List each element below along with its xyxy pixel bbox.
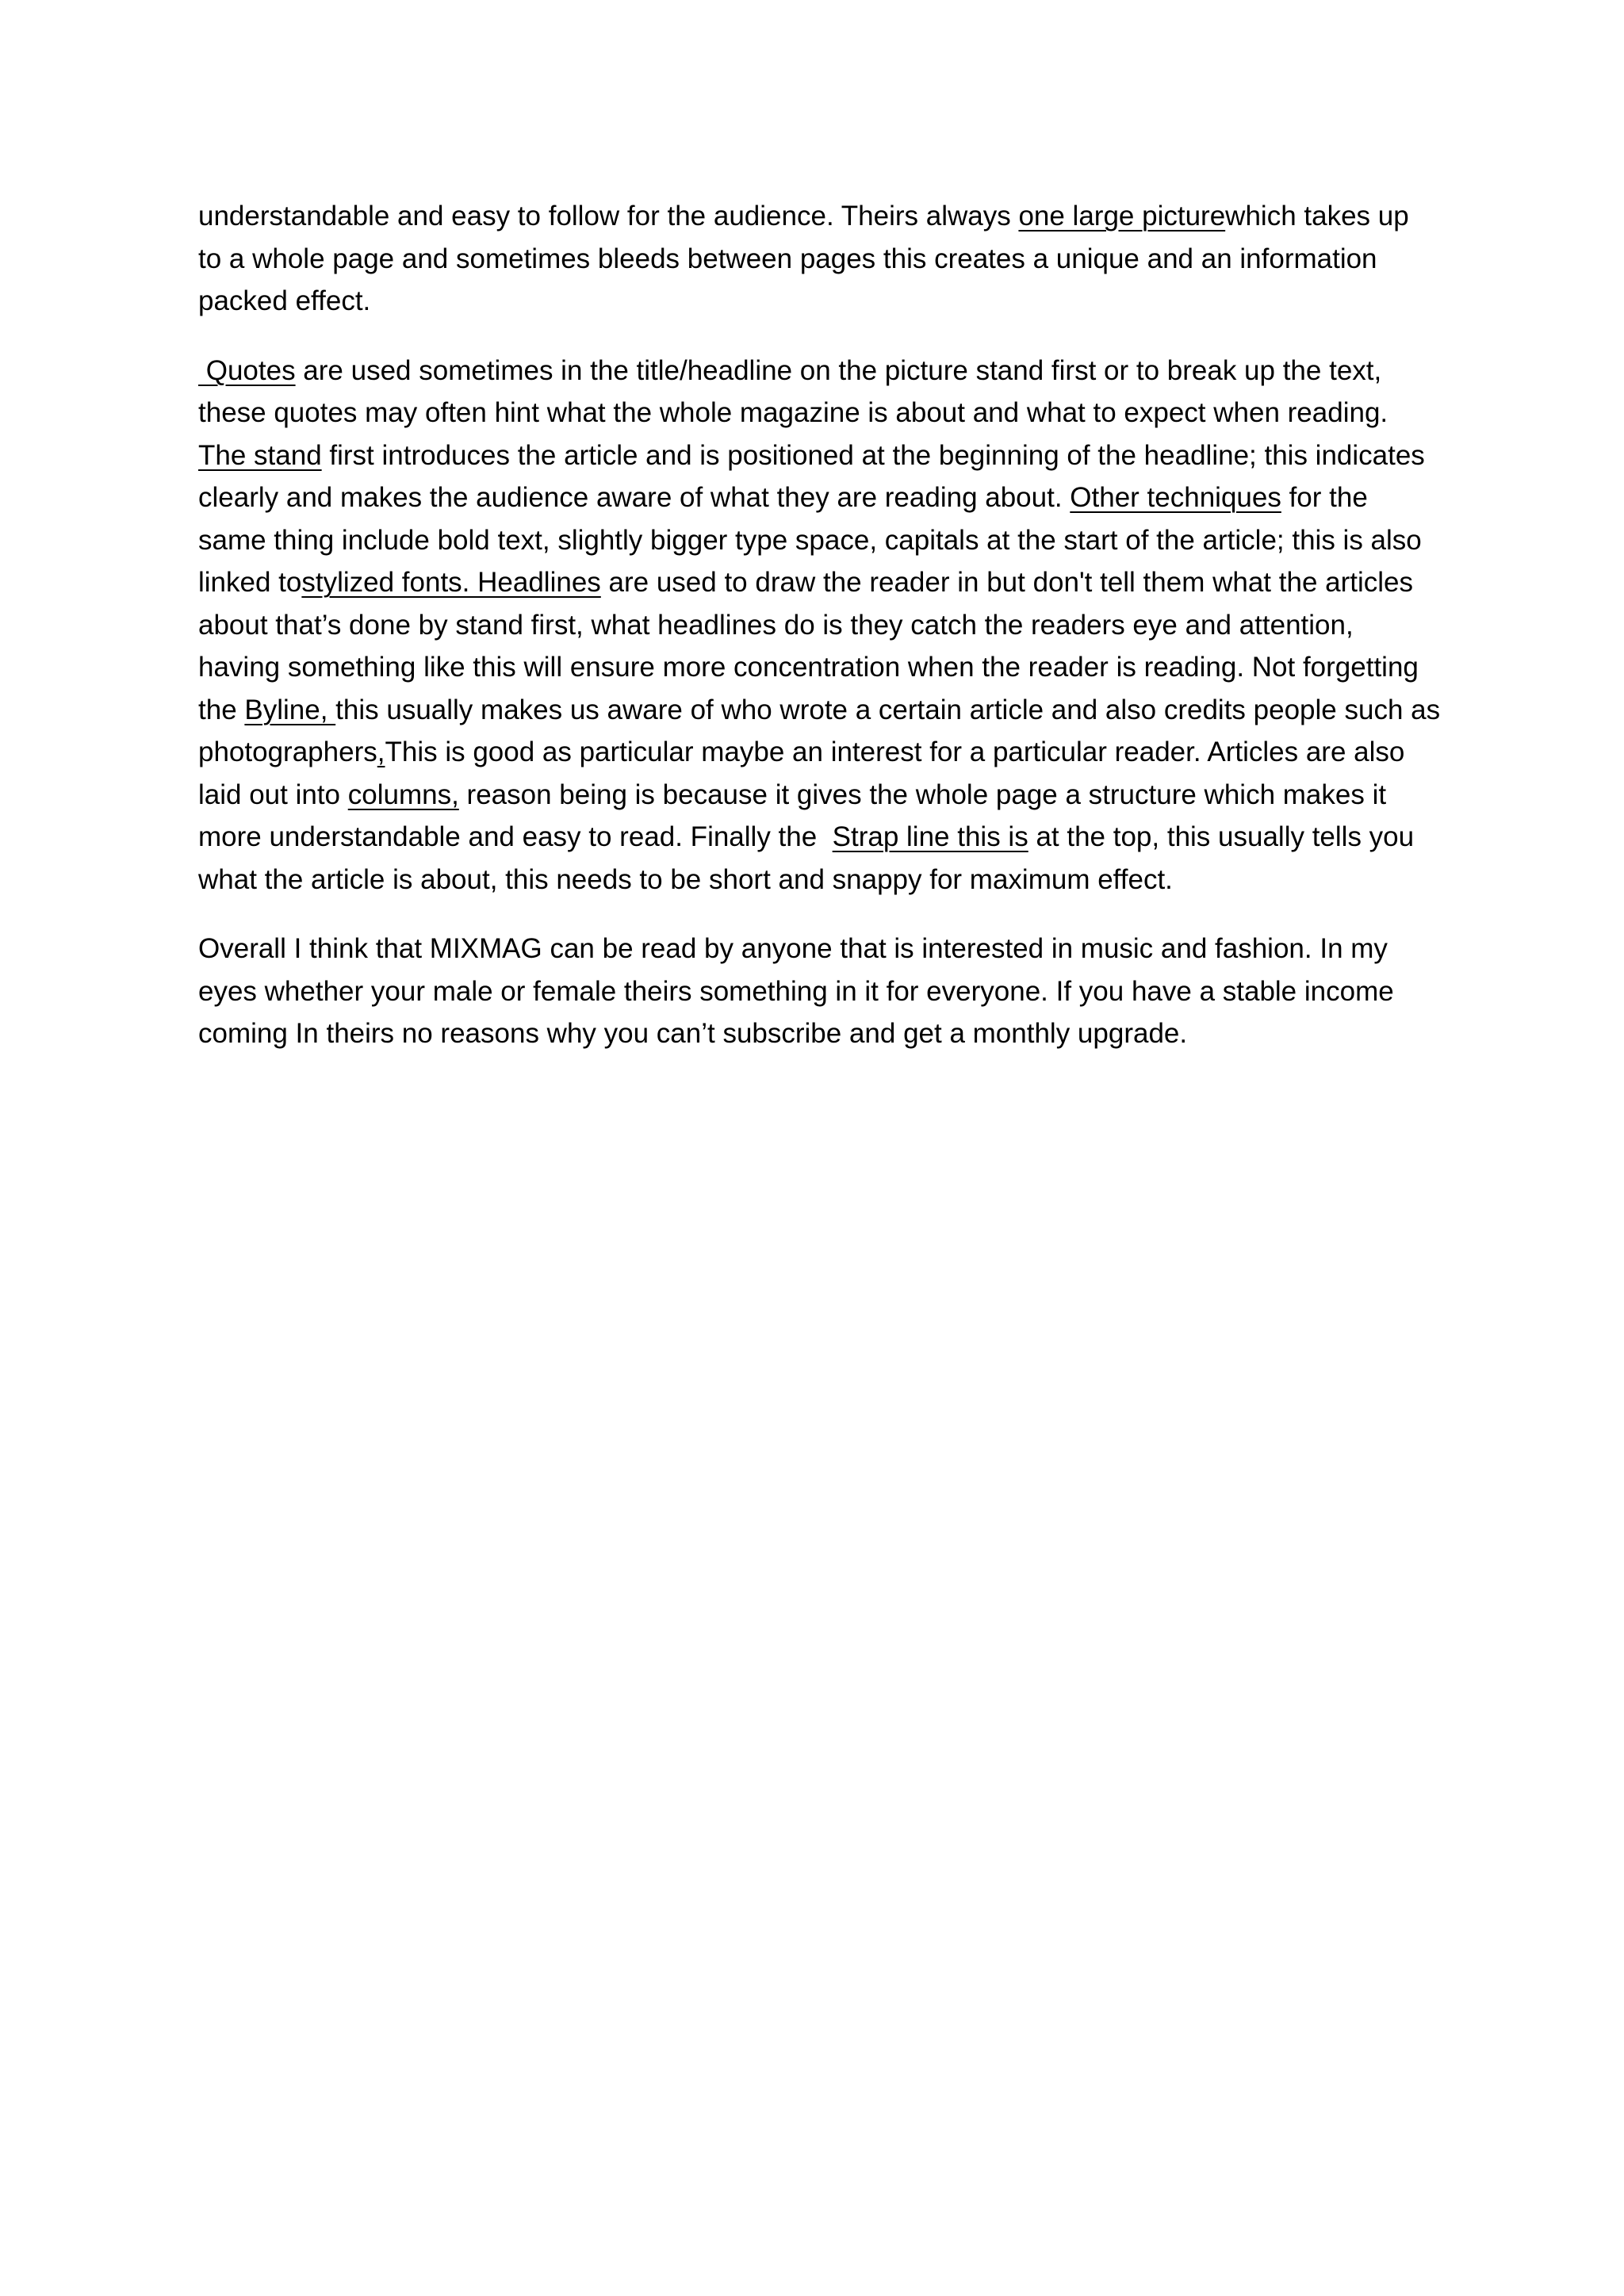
underlined-text: Quotes xyxy=(198,354,296,386)
text-run: clearly and makes the audience aware of what they are reading about. xyxy=(198,482,1071,513)
text-line xyxy=(198,604,1451,647)
text-line xyxy=(198,731,1451,774)
text-run: more understandable and easy to read. Finally the xyxy=(198,821,833,852)
text-line xyxy=(198,434,1451,477)
text-run: reason being is because it gives the whole page a structure which makes it xyxy=(458,779,1387,810)
text-line xyxy=(198,970,1451,1013)
text-line xyxy=(198,928,1451,970)
text-run: eyes whether your male or female theirs something in it for everyone. If you have a stable income xyxy=(198,975,1394,1007)
text-line xyxy=(198,689,1451,732)
text-line xyxy=(198,1012,1451,1055)
text-line xyxy=(198,519,1451,562)
text-run: these quotes may often hint what the whole magazine is about and what to expect when reading. xyxy=(198,397,1388,428)
text-line xyxy=(198,195,1451,238)
text-run: laid out into xyxy=(198,779,348,810)
text-run: about that’s done by stand first, what headlines do is they catch the readers eye and attention, xyxy=(198,609,1354,641)
text-line xyxy=(198,476,1451,519)
text-run: what the article is about, this needs to be short and snappy for maximum effect. xyxy=(198,863,1173,895)
underlined-text: one large picture xyxy=(1018,201,1226,232)
text-line xyxy=(198,392,1451,434)
text-run: first introduces the article and is positioned at the beginning of the headline; this indicates xyxy=(321,439,1425,471)
text-run: the xyxy=(198,694,245,725)
text-line xyxy=(198,816,1451,859)
text-line xyxy=(198,859,1451,901)
text-run: coming In theirs no reasons why you can’t subscribe and get a monthly upgrade. xyxy=(198,1018,1188,1049)
underlined-text: Byline, xyxy=(244,694,336,725)
text-line xyxy=(198,280,1451,323)
underlined-text: Strap line this is xyxy=(832,821,1028,852)
text-run: to a whole page and sometimes bleeds between pages this creates a unique and an information xyxy=(198,243,1377,274)
text-run: understandable and easy to follow for the audience. Theirs always xyxy=(198,201,1019,232)
text-line xyxy=(198,350,1451,392)
paragraph-1 xyxy=(198,195,1451,323)
text-run: at the top, this usually tells you xyxy=(1028,821,1415,852)
text-run: which takes up xyxy=(1225,201,1409,232)
underlined-text: Other techniques xyxy=(1070,482,1281,513)
underlined-text: stylized fonts. Headlines xyxy=(301,567,601,598)
text-run: packed effect. xyxy=(198,285,371,316)
text-run: Overall I think that MIXMAG can be read by anyone that is interested in music and fashion. In my xyxy=(198,933,1388,964)
underlined-text: columns, xyxy=(347,779,459,810)
text-line xyxy=(198,646,1451,689)
text-run: photographers xyxy=(198,737,377,767)
document-body xyxy=(198,195,1451,1055)
text-run: are used sometimes in the title/headline on the picture stand first or to break up the text, xyxy=(295,354,1382,386)
paragraph-2 xyxy=(198,350,1451,901)
text-run: are used to draw the reader in but don't tell them what the articles xyxy=(600,567,1413,598)
text-run: having something like this will ensure more concentration when the reader is reading. Not forgetting xyxy=(198,652,1419,683)
paragraph-3 xyxy=(198,928,1451,1055)
text-line xyxy=(198,561,1451,604)
paragraph-spacer xyxy=(198,901,1451,928)
text-run: This is good as particular maybe an interest for a particular reader. Articles are also xyxy=(385,737,1405,767)
text-line xyxy=(198,774,1451,817)
text-run: this usually makes us aware of who wrote a certain article and also credits people such as xyxy=(335,694,1441,725)
text-run: linked to xyxy=(198,567,302,598)
text-line xyxy=(198,238,1451,281)
text-run: for the xyxy=(1281,482,1368,513)
underlined-text: , xyxy=(377,737,385,767)
paragraph-spacer xyxy=(198,323,1451,350)
text-run: same thing include bold text, slightly bigger type space, capitals at the start of the article; this is also xyxy=(198,524,1422,556)
underlined-text: The stand xyxy=(198,439,322,471)
